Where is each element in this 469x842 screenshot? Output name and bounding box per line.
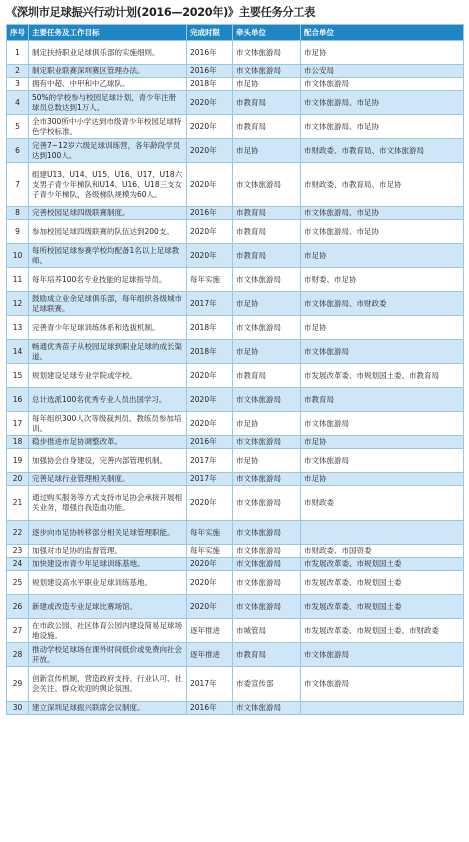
row-deadline: 2020年 [187,220,233,244]
row-index: 27 [7,619,29,643]
row-index: 19 [7,449,29,473]
row-deadline: 2020年 [187,364,233,388]
row-deadline: 2020年 [187,571,233,595]
row-index: 12 [7,292,29,316]
table-row [7,316,464,340]
table-row [7,702,464,715]
row-index: 16 [7,388,29,412]
row-task: 通过购买服务等方式支持市足协会承接开展相关业务，增强自我造血功能。 [29,486,187,521]
row-lead-unit: 市文体旅游局 [233,388,301,412]
row-index: 28 [7,643,29,667]
row-lead-unit: 市文体旅游局 [233,702,301,715]
row-deadline: 2016年 [187,436,233,449]
row-deadline: 每年实施 [187,521,233,545]
row-lead-unit: 市足协 [233,449,301,473]
row-index: 21 [7,486,29,521]
row-deadline: 2020年 [187,91,233,115]
row-task: 创新宣传机制，营造政府支持、行业认可、社会关注、群众欢迎的舆论氛围。 [29,667,187,702]
row-index: 8 [7,207,29,220]
row-task: 50%的学校参与校园足球计划，青少年注册球员总数达到1万人。 [29,91,187,115]
table-row [7,244,464,268]
table-row [7,595,464,619]
row-deadline: 2020年 [187,163,233,207]
row-support-unit: 市足协 [301,436,464,449]
table-row [7,65,464,78]
row-deadline: 2016年 [187,207,233,220]
row-index: 6 [7,139,29,163]
row-task: 新建或改造专业足球比赛场馆。 [29,595,187,619]
row-index: 7 [7,163,29,207]
row-support-unit: 市教育局 [301,388,464,412]
row-support-unit: 市发展改革委、市规划国土委 [301,558,464,571]
row-lead-unit: 市文体旅游局 [233,163,301,207]
row-task: 总计选派100名优秀专业人员出国学习。 [29,388,187,412]
row-deadline: 2017年 [187,449,233,473]
row-support-unit: 市公安局 [301,65,464,78]
row-support-unit: 市文体旅游局 [301,449,464,473]
row-task: 规划建设足球专业学院或学校。 [29,364,187,388]
page-title: 《深圳市足球振兴行动计划(2016—2020年)》主要任务分工表 [6,6,316,19]
table-row [7,115,464,139]
row-task: 参加校园足球四级联赛的队伍达到200支。 [29,220,187,244]
table-row [7,41,464,65]
row-lead-unit: 市文体旅游局 [233,595,301,619]
row-lead-unit: 市文体旅游局 [233,436,301,449]
row-lead-unit: 市文体旅游局 [233,486,301,521]
row-support-unit: 市财政委、市教育局、市文体旅游局 [301,139,464,163]
row-index: 23 [7,545,29,558]
row-index: 22 [7,521,29,545]
header-support-unit: 配合单位 [301,25,464,41]
row-task: 制定职业联赛深圳赛区管理办法。 [29,65,187,78]
row-task: 完善青少年足球训练体系和选拔机制。 [29,316,187,340]
row-deadline: 2017年 [187,473,233,486]
row-lead-unit: 市文体旅游局 [233,41,301,65]
row-deadline: 2017年 [187,292,233,316]
row-support-unit [301,521,464,545]
row-task: 拥有中超、中甲和中乙球队。 [29,78,187,91]
row-deadline: 2020年 [187,412,233,436]
table-row [7,163,464,207]
row-index: 20 [7,473,29,486]
table-body [7,41,464,715]
row-lead-unit: 市文体旅游局 [233,268,301,292]
row-support-unit: 市文体旅游局 [301,78,464,91]
row-lead-unit: 市文体旅游局 [233,65,301,78]
row-index: 15 [7,364,29,388]
row-support-unit: 市足协 [301,244,464,268]
row-support-unit: 市发展改革委、市规划国土委、市教育局 [301,364,464,388]
row-support-unit: 市文体旅游局 [301,643,464,667]
table-row [7,364,464,388]
row-lead-unit: 市足协 [233,340,301,364]
row-index: 1 [7,41,29,65]
row-task: 畅通优秀苗子从校园足球到职业足球的成长渠道。 [29,340,187,364]
row-support-unit: 市发展改革委、市规划国土委 [301,571,464,595]
row-support-unit: 市文体旅游局 [301,340,464,364]
row-task: 逐步向市足协转移部分相关足球管理职能。 [29,521,187,545]
row-lead-unit: 市足协 [233,292,301,316]
row-index: 9 [7,220,29,244]
row-deadline: 2018年 [187,316,233,340]
row-lead-unit: 市文体旅游局 [233,473,301,486]
table-row [7,388,464,412]
row-lead-unit: 市教育局 [233,244,301,268]
row-lead-unit: 市教育局 [233,207,301,220]
header-task: 主要任务及工作目标 [29,25,187,41]
header-deadline: 完成时限 [187,25,233,41]
row-task: 每年组织300人次等级裁判员、教练员参加培训。 [29,412,187,436]
row-index: 29 [7,667,29,702]
row-lead-unit: 市教育局 [233,115,301,139]
table-row [7,207,464,220]
row-support-unit: 市足协 [301,473,464,486]
row-lead-unit: 市教育局 [233,643,301,667]
row-task: 制定扶持职业足球俱乐部的实施细则。 [29,41,187,65]
row-task: 加快建设市青少年足球训练基地。 [29,558,187,571]
row-task: 稳步推进市足协调整改革。 [29,436,187,449]
row-task: 鼓励成立业余足球俱乐部，每年组织各级城市足球联赛。 [29,292,187,316]
row-support-unit: 市发展改革委、市规划国土委、市财政委 [301,619,464,643]
row-index: 5 [7,115,29,139]
row-lead-unit: 市足协 [233,78,301,91]
table-row [7,473,464,486]
row-deadline: 2020年 [187,486,233,521]
row-support-unit: 市文体旅游局、市足协 [301,115,464,139]
row-deadline: 2020年 [187,388,233,412]
table-row [7,268,464,292]
row-deadline: 每年实施 [187,268,233,292]
header-lead-unit: 牵头单位 [233,25,301,41]
row-task: 组建U13、U14、U15、U16、U17、U18六支男子青少年梯队和U14、U16、U18三支女子青少年梯队，各级梯队规模为60人。 [29,163,187,207]
table-row [7,139,464,163]
row-support-unit: 市财委、市足协 [301,268,464,292]
row-deadline: 2020年 [187,115,233,139]
row-task: 完善足球行业管理相关制度。 [29,473,187,486]
row-task: 规划建设高水平职业足球训练基地。 [29,571,187,595]
row-task: 加强对市足协的监督管理。 [29,545,187,558]
table-row [7,78,464,91]
row-task: 推动学校足球场在课外时间低价或免费向社会开放。 [29,643,187,667]
row-deadline: 2020年 [187,139,233,163]
row-deadline: 2018年 [187,78,233,91]
row-support-unit: 市文体旅游局、市财政委 [301,292,464,316]
row-lead-unit: 市足协 [233,412,301,436]
row-deadline: 逐年推进 [187,619,233,643]
row-support-unit: 市财政委 [301,486,464,521]
row-index: 10 [7,244,29,268]
row-support-unit: 市文体旅游局、市足协 [301,207,464,220]
row-index: 2 [7,65,29,78]
row-task: 每年培养100名专业技能的足球指导员。 [29,268,187,292]
row-deadline: 2018年 [187,340,233,364]
row-index: 11 [7,268,29,292]
row-lead-unit: 市教育局 [233,91,301,115]
row-support-unit [301,702,464,715]
row-lead-unit: 市教育局 [233,220,301,244]
row-deadline: 2016年 [187,65,233,78]
row-lead-unit: 市文体旅游局 [233,558,301,571]
row-lead-unit: 市教育局 [233,364,301,388]
table-row [7,558,464,571]
table-row [7,91,464,115]
row-index: 17 [7,412,29,436]
header-index: 序号 [7,25,29,41]
row-deadline: 2020年 [187,244,233,268]
table-row [7,667,464,702]
row-lead-unit: 市文体旅游局 [233,571,301,595]
row-deadline: 2020年 [187,595,233,619]
row-support-unit: 市足协 [301,41,464,65]
table-header-row [7,25,464,41]
row-lead-unit: 市文体旅游局 [233,316,301,340]
row-task: 在市政公园、社区体育公园内建设简易足球场地设施。 [29,619,187,643]
table-row [7,292,464,316]
row-deadline: 2020年 [187,558,233,571]
table-row [7,449,464,473]
row-support-unit: 市文体旅游局、市足协 [301,91,464,115]
row-lead-unit: 市城管局 [233,619,301,643]
row-lead-unit: 市足协 [233,139,301,163]
table-row [7,619,464,643]
table-row [7,571,464,595]
table-row [7,412,464,436]
table-row [7,521,464,545]
task-table [6,24,464,715]
row-index: 4 [7,91,29,115]
row-lead-unit: 市委宣传部 [233,667,301,702]
table-row [7,436,464,449]
row-task: 完善7~12岁六级足球训练营，各年龄段学员达到100人。 [29,139,187,163]
row-task: 全市300所中小学达到市级青少年校园足球特色学校标准。 [29,115,187,139]
row-index: 24 [7,558,29,571]
row-index: 14 [7,340,29,364]
row-support-unit: 市发展改革委、市规划国土委 [301,595,464,619]
row-task: 完善校园足球四级联赛制度。 [29,207,187,220]
table-row [7,486,464,521]
row-support-unit: 市财政委、市教育局、市足协 [301,163,464,207]
row-index: 26 [7,595,29,619]
row-task: 每所校园足球参赛学校均配备1名以上足球教师。 [29,244,187,268]
row-task: 加强协会自身建设，完善内部管理机制。 [29,449,187,473]
row-support-unit: 市财政委、市国资委 [301,545,464,558]
row-index: 3 [7,78,29,91]
row-support-unit: 市文体旅游局 [301,412,464,436]
row-support-unit: 市文体旅游局、市足协 [301,220,464,244]
row-deadline: 逐年推进 [187,643,233,667]
row-task: 建立深圳足球振兴联席会议制度。 [29,702,187,715]
row-lead-unit: 市文体旅游局 [233,545,301,558]
table-row [7,545,464,558]
row-deadline: 2016年 [187,702,233,715]
row-deadline: 每年实施 [187,545,233,558]
row-index: 30 [7,702,29,715]
row-index: 18 [7,436,29,449]
table-row [7,220,464,244]
row-support-unit: 市文体旅游局 [301,667,464,702]
row-lead-unit: 市文体旅游局 [233,521,301,545]
row-deadline: 2016年 [187,41,233,65]
table-row [7,643,464,667]
row-support-unit: 市足协 [301,316,464,340]
row-index: 13 [7,316,29,340]
row-deadline: 2017年 [187,667,233,702]
table-row [7,340,464,364]
row-index: 25 [7,571,29,595]
